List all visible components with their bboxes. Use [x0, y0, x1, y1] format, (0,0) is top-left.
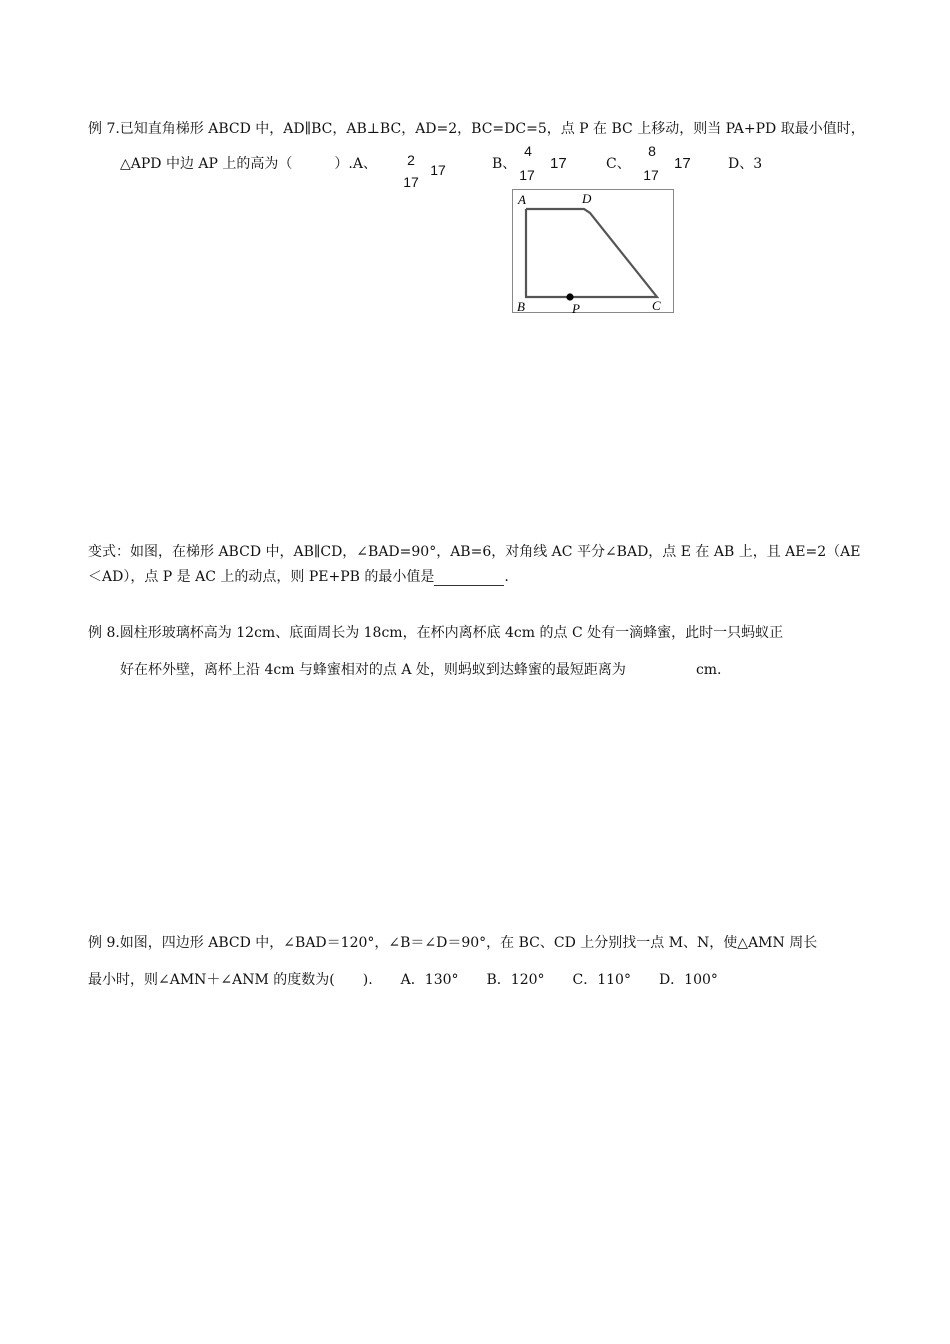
ex7-optB-denominator: 17: [519, 167, 535, 183]
trapezoid-figure: [512, 189, 674, 313]
variant-line-1: 变式：如图，在梯形 ABCD 中，AB∥CD，∠BAD=90°，AB=6，对角线 AC 平分∠BAD，点 E 在 AB 上，且 AE=2（AE: [88, 544, 861, 560]
ex7-optC-numerator: 8: [648, 143, 656, 159]
ex9-line-2: 最小时，则∠AMN＋∠ANM 的度数为( ). A．130° B．120° C．110° D．100°: [88, 972, 718, 988]
variant-line-2: [88, 568, 509, 586]
ex8-line-2: [120, 661, 722, 679]
ex7-optA-denominator: 17: [403, 174, 419, 190]
ex7-optC-denominator: 17: [643, 167, 659, 183]
label-a: A: [518, 192, 526, 207]
ex7-optD: D、3: [728, 156, 763, 172]
answer-blank: [434, 571, 504, 586]
ex7-optC-label: C、: [606, 156, 631, 172]
variant-line-2-text: ＜AD），点 P 是 AC 上的动点，则 PE+PB 的最小值是: [88, 569, 435, 585]
ex7-optC-trail: 17: [674, 155, 691, 172]
point-p-dot: [566, 293, 573, 300]
ex7-optA-numerator: 2: [407, 152, 415, 168]
ex7-optB-trail: 17: [550, 155, 567, 172]
ex8-line-2-unit: cm.: [695, 662, 722, 678]
label-c: C: [652, 298, 661, 313]
trapezoid-outline: [526, 209, 657, 297]
label-p: P: [572, 301, 580, 313]
ex9-line-1: 例 9.如图，四边形 ABCD 中，∠BAD＝120°，∠B＝∠D＝90°，在 BC、CD 上分别找一点 M、N，使△AMN 周长: [88, 935, 818, 951]
variant-line-2-end: .: [504, 569, 509, 585]
label-b: B: [517, 299, 525, 313]
ex8-line-1: 例 8.圆柱形玻璃杯高为 12cm、底面周长为 18cm，在杯内离杯底 4cm 的点 C 处有一滴蜂蜜，此时一只蚂蚁正: [88, 625, 784, 641]
ex8-line-2-text: 好在杯外壁，离杯上沿 4cm 与蜂蜜相对的点 A 处，则蚂蚁到达蜂蜜的最短距离为: [120, 662, 626, 678]
label-d: D: [582, 191, 592, 206]
ex7-optB-label: B、: [492, 156, 517, 172]
ex7-optB-numerator: 4: [524, 143, 532, 159]
ex7-line-2: △APD 中边 AP 上的高为（ ）.A、: [120, 156, 377, 172]
ex7-line-1: 例 7.已知直角梯形 ABCD 中，AD∥BC，AB⊥BC，AD=2，BC=DC=5，点 P 在 BC 上移动，则当 PA+PD 取最小值时，: [88, 121, 865, 137]
ex7-optA-trail: 17: [430, 162, 446, 178]
